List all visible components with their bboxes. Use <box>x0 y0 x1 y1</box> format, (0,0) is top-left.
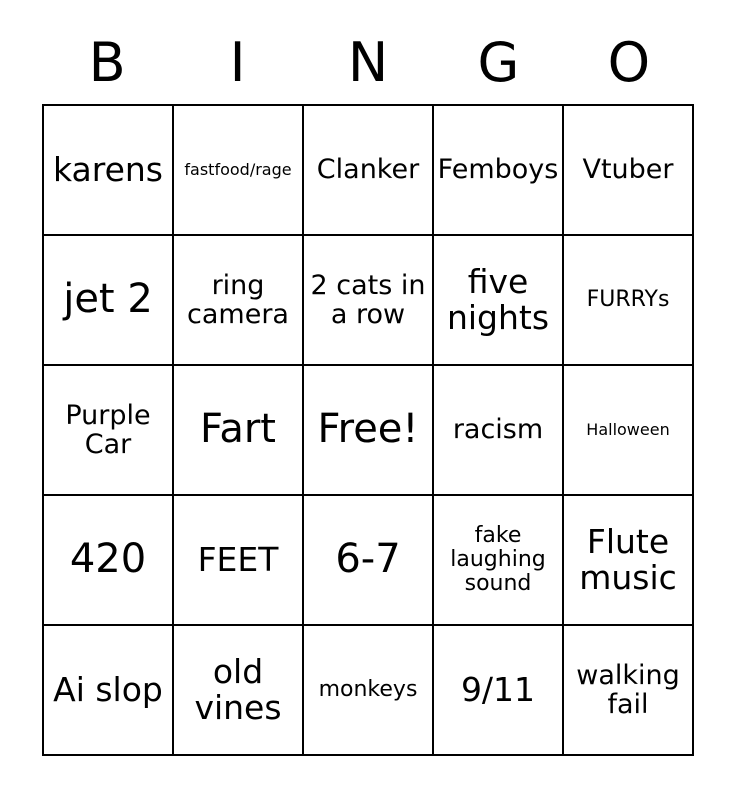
bingo-cell[interactable] <box>174 106 304 236</box>
bingo-cell-label: Fart <box>200 406 276 453</box>
bingo-cell[interactable] <box>564 236 694 366</box>
bingo-cell[interactable] <box>304 106 434 236</box>
bingo-cell-label: 420 <box>69 536 147 583</box>
bingo-row <box>44 366 694 496</box>
bingo-cell-label: racism <box>452 414 544 446</box>
bingo-header-letter: B <box>88 31 126 94</box>
bingo-row <box>44 496 694 626</box>
bingo-cell-free[interactable] <box>304 366 434 496</box>
bingo-cell[interactable] <box>44 626 174 756</box>
bingo-cell-label: 6-7 <box>335 536 401 583</box>
bingo-row <box>44 236 694 366</box>
bingo-cell[interactable] <box>564 106 694 236</box>
bingo-cell[interactable] <box>434 236 564 366</box>
bingo-cell[interactable] <box>564 366 694 496</box>
bingo-cell-label: Purple Car <box>65 399 151 460</box>
bingo-cell-label: Femboys <box>437 154 559 186</box>
bingo-cell-label: walking fail <box>576 659 680 720</box>
bingo-cell[interactable] <box>44 106 174 236</box>
bingo-card <box>42 22 694 756</box>
bingo-cell-label: Free! <box>317 406 419 453</box>
bingo-cell[interactable] <box>434 626 564 756</box>
bingo-header-letter: N <box>347 31 389 94</box>
bingo-cell[interactable] <box>174 626 304 756</box>
bingo-row <box>44 626 694 756</box>
bingo-cell-label: Clanker <box>316 154 420 186</box>
bingo-cell-label: fastfood/rage <box>184 160 292 180</box>
bingo-cell[interactable] <box>304 236 434 366</box>
bingo-cell-label: Halloween <box>586 420 670 440</box>
bingo-row <box>44 106 694 236</box>
bingo-cell[interactable] <box>44 496 174 626</box>
bingo-cell[interactable] <box>564 496 694 626</box>
bingo-cell[interactable] <box>174 496 304 626</box>
bingo-cell-label: Ai slop <box>53 670 163 710</box>
bingo-cell-label: Flute music <box>579 522 677 597</box>
bingo-cell[interactable] <box>434 496 564 626</box>
bingo-cell[interactable] <box>304 626 434 756</box>
bingo-grid <box>42 104 694 756</box>
bingo-header-letter: I <box>229 31 246 94</box>
bingo-header-letter: O <box>607 31 651 94</box>
bingo-cell[interactable] <box>564 626 694 756</box>
bingo-cell-label: 9/11 <box>460 670 536 710</box>
bingo-cell-label: Vtuber <box>582 154 674 186</box>
bingo-cell-label: monkeys <box>318 677 418 703</box>
bingo-cell[interactable] <box>434 366 564 496</box>
bingo-cell[interactable] <box>44 236 174 366</box>
bingo-cell-label: old vines <box>194 652 282 727</box>
bingo-cell-label: FEET <box>197 540 279 580</box>
bingo-cell-label: FURRYs <box>586 287 670 313</box>
bingo-cell[interactable] <box>44 366 174 496</box>
bingo-header-row <box>42 22 694 104</box>
bingo-cell-label: karens <box>52 150 163 190</box>
bingo-cell-label: fake laughing sound <box>450 523 546 596</box>
bingo-cell-label: 2 cats in a row <box>310 269 426 330</box>
bingo-cell[interactable] <box>434 106 564 236</box>
bingo-cell[interactable] <box>304 496 434 626</box>
bingo-cell-label: five nights <box>446 262 550 337</box>
bingo-header-letter: G <box>477 31 520 94</box>
bingo-cell-label: ring camera <box>187 269 289 330</box>
bingo-cell[interactable] <box>174 366 304 496</box>
bingo-cell-label: jet 2 <box>63 276 153 323</box>
bingo-cell[interactable] <box>174 236 304 366</box>
